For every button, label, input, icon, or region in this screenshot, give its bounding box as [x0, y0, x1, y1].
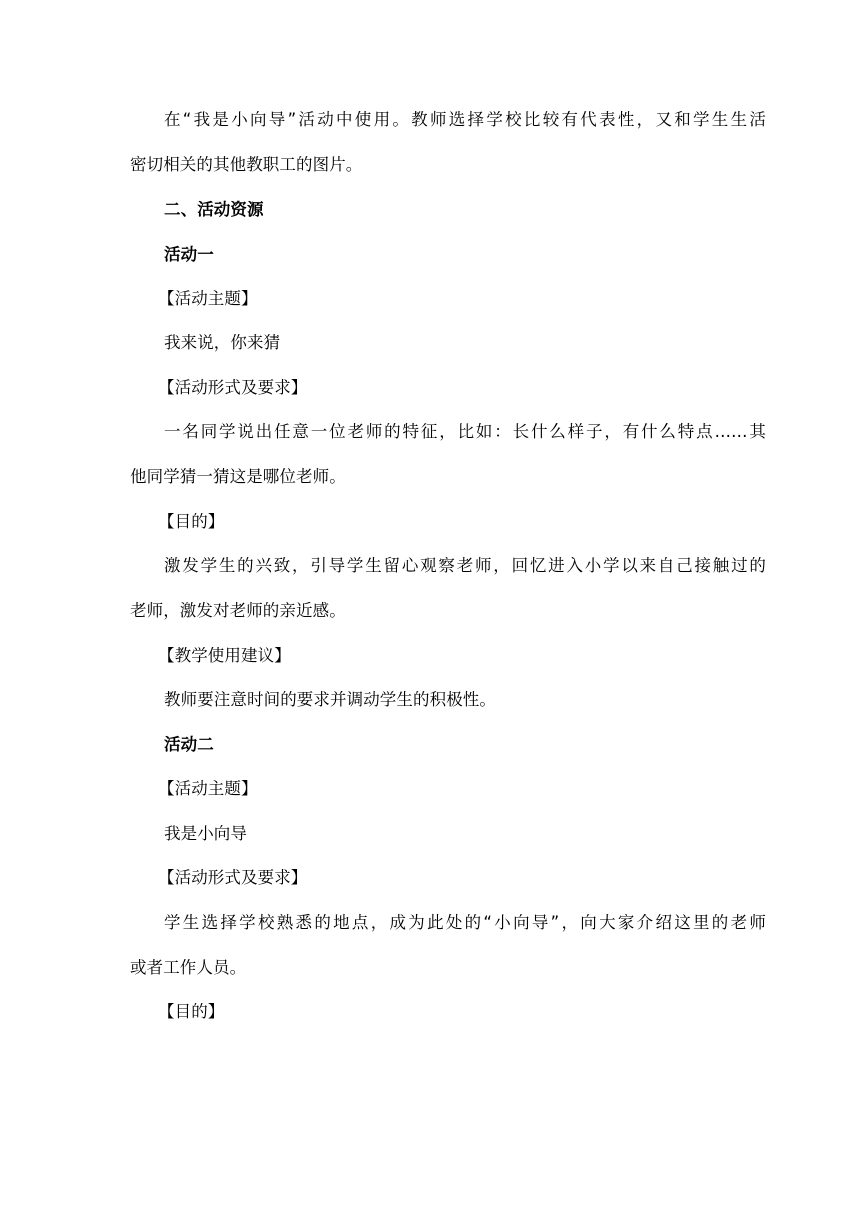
activity-heading: 活动二 [164, 735, 214, 754]
paragraph-line: 激发学生的兴致，引导学生留心观察老师，回忆进入小学以来自己接触过的 [164, 556, 766, 575]
paragraph-line: 一名同学说出任意一位老师的特征，比如：长什么样子，有什么特点……其 [164, 422, 766, 441]
subheading-label: 【教学使用建议】 [158, 646, 291, 665]
paragraph-line: 老师，激发对老师的亲近感。 [130, 601, 346, 620]
section-heading: 二、活动资源 [164, 200, 264, 219]
paragraph-line: 他同学猜一猜这是哪位老师。 [130, 467, 346, 486]
activity-heading: 活动一 [164, 245, 214, 264]
subheading-label: 【活动主题】 [158, 289, 258, 308]
subheading-label: 【目的】 [158, 512, 225, 531]
paragraph-line: 教师要注意时间的要求并调动学生的积极性。 [164, 690, 496, 709]
paragraph-line: 学生选择学校熟悉的地点，成为此处的“小向导”，向大家介绍这里的老师 [164, 913, 766, 932]
subheading-label: 【目的】 [158, 1002, 225, 1021]
paragraph-line: 我是小向导 [164, 824, 247, 843]
paragraph-line: 在“我是小向导”活动中使用。教师选择学校比较有代表性，又和学生生活 [164, 110, 766, 129]
subheading-label: 【活动形式及要求】 [158, 378, 308, 397]
subheading-label: 【活动形式及要求】 [158, 868, 308, 887]
subheading-label: 【活动主题】 [158, 779, 258, 798]
paragraph-line: 我来说，你来猜 [164, 333, 281, 352]
paragraph-line: 或者工作人员。 [130, 958, 247, 977]
paragraph-line: 密切相关的其他教职工的图片。 [130, 155, 363, 174]
